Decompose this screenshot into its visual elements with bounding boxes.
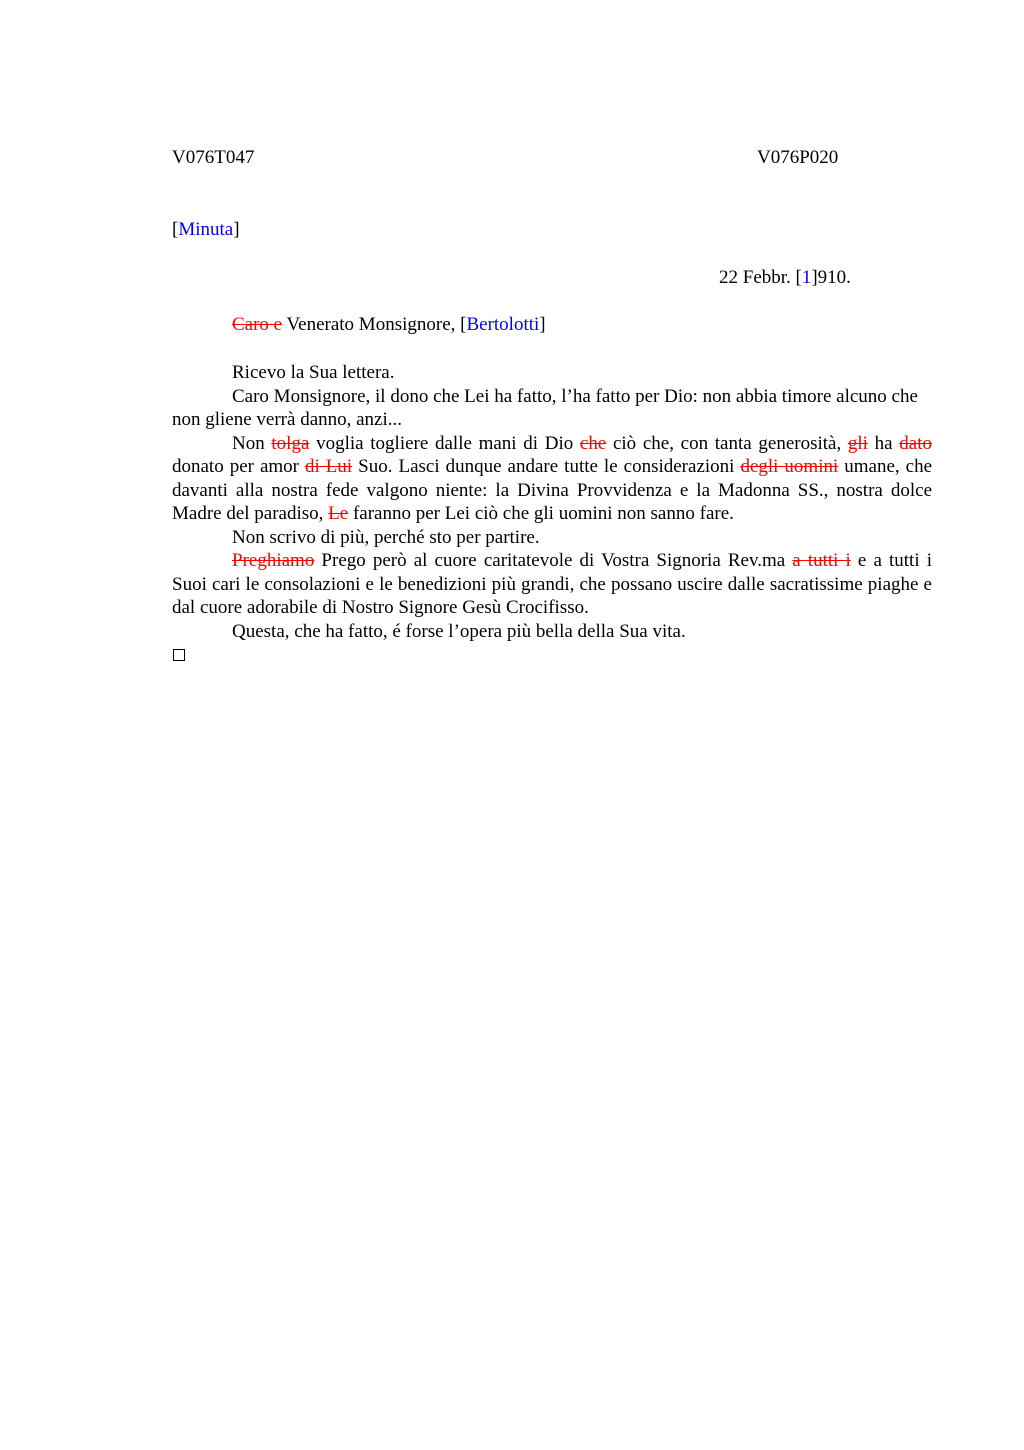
- bracket-close: ]: [539, 314, 546, 335]
- paragraph-2: Caro Monsignore, il dono che Lei ha fatto, l’ha fatto per Dio: non abbia timore alcuno che non gliene verrà danno, anzi...: [172, 385, 918, 430]
- deleted-text: gli: [847, 432, 868, 454]
- text-run: Suo. Lasci dunque andare tutte le considerazioni: [352, 456, 741, 477]
- addressee-name: Bertolotti: [466, 314, 540, 335]
- end-marker-square-icon: [173, 649, 185, 661]
- deleted-text: che: [579, 432, 607, 454]
- paragraph-1: Ricevo la Sua lettera.: [232, 362, 395, 383]
- paragraph-3: [172, 432, 932, 526]
- text-run: donato per amor: [172, 456, 305, 477]
- paragraph-5: [172, 549, 932, 620]
- text-run: ha: [867, 432, 900, 454]
- bracket-close: ]: [233, 219, 240, 240]
- deleted-text: Preghiamo: [232, 550, 315, 571]
- text-run: Prego però al cuore caritatevole di Vostra Signoria Rev.ma: [314, 550, 793, 571]
- date-prefix: 22 Febbr. [: [719, 267, 802, 288]
- document-id-right: V076P020: [757, 147, 839, 168]
- text-run: Non: [232, 432, 272, 454]
- letter-body: [172, 361, 932, 643]
- salutation: [232, 313, 546, 337]
- deleted-text: Le: [328, 503, 349, 524]
- deleted-text: a tutti i: [792, 550, 851, 571]
- editorial-note-text: Minuta: [178, 219, 234, 240]
- paragraph-6: Questa, che ha fatto, é forse l’opera più bella della Sua vita.: [232, 620, 686, 642]
- text-run: umane, che davanti alla nostra fede valgono niente: la Divina Provvidenza e la Madonna SS., nostra dolce Madre del paradiso,: [172, 456, 933, 524]
- deleted-text: degli uomini: [740, 456, 839, 477]
- document-id-left: V076T047: [172, 147, 255, 168]
- date-editorial-digit: 1: [801, 267, 812, 288]
- text-run: e a tutti i Suoi cari le consolazioni e le benedizioni più grandi, che possano uscire dalle sacratissime piaghe e dal cuore adorabile di Nostro Signore Gesù Crocifisso.: [172, 550, 932, 618]
- paragraph-4: Non scrivo di più, perché sto per partire.: [232, 526, 540, 548]
- deleted-text: di Lui: [305, 456, 353, 477]
- letter-date: [719, 266, 851, 290]
- text-run: voglia togliere dalle mani di Dio: [309, 432, 580, 454]
- date-suffix: ]910.: [811, 267, 851, 288]
- deleted-text: dato: [899, 432, 932, 454]
- deleted-text: tolga: [271, 432, 310, 454]
- salutation-text: Venerato Monsignore, [: [282, 314, 467, 335]
- deleted-text: Caro e: [232, 314, 283, 335]
- editorial-note: [172, 218, 240, 242]
- bracket-open: [: [172, 219, 179, 240]
- text-run: ciò che, con tanta generosità,: [606, 432, 848, 454]
- text-run: faranno per Lei ciò che gli uomini non sanno fare.: [348, 503, 734, 524]
